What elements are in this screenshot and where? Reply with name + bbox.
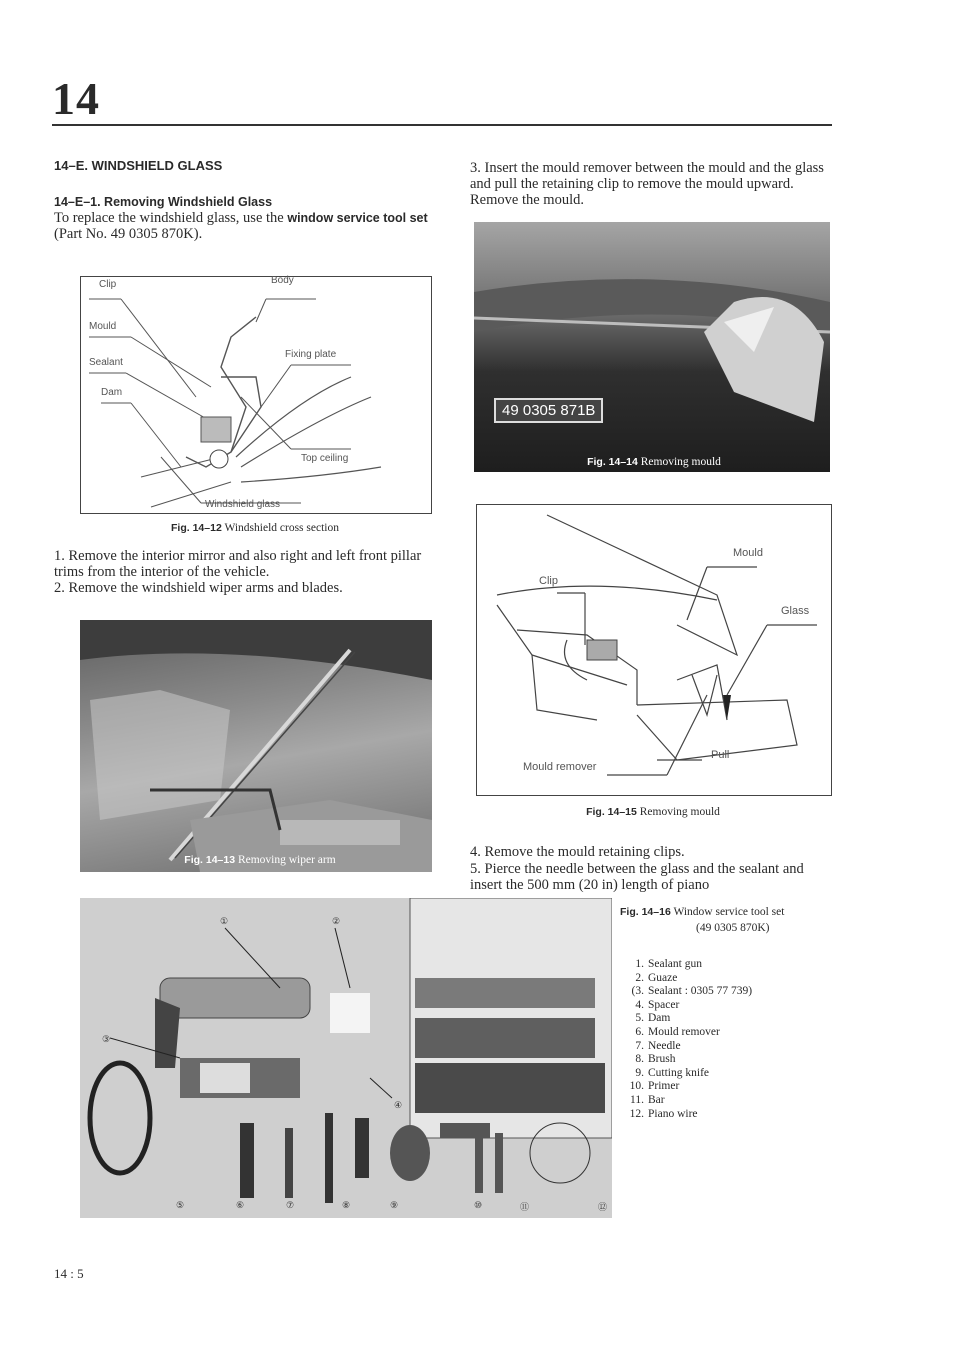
label-dam: Dam	[101, 387, 123, 398]
label-body: Body	[271, 275, 294, 286]
mould-removal-photo-drawing	[474, 222, 830, 472]
tool-item: 7. Needle	[635, 1039, 681, 1052]
marker-9: ⑨	[390, 1200, 399, 1210]
tool-set-photo-drawing	[80, 898, 612, 1218]
label-sealant: Sealant	[89, 357, 123, 368]
label-mould-remover: Mould remover	[523, 761, 597, 773]
intro-suffix: (Part No. 49 0305 870K).	[54, 226, 203, 242]
marker-8: ⑧	[342, 1200, 351, 1210]
section-heading: 14–E. WINDSHIELD GLASS	[54, 158, 223, 173]
marker-4: ④	[394, 1100, 403, 1110]
fig-14-label: Fig. 14–14	[587, 456, 638, 468]
tool-item: 1. Sealant gun	[635, 958, 702, 970]
fig-13-photo	[80, 620, 432, 872]
intro-bold: window service tool set	[287, 211, 428, 225]
step-2: 2. Remove the windshield wiper arms and blades.	[54, 580, 343, 596]
mould-removal-drawing	[477, 505, 831, 795]
fig-16-caption-text: Window service tool set	[673, 906, 785, 918]
fig-16-label: Fig. 14–16	[620, 906, 671, 918]
fig-16-caption	[620, 906, 832, 934]
fig-13-label: Fig. 14–13	[184, 854, 236, 866]
marker-7: ⑦	[286, 1200, 295, 1210]
tool-item: 2. Guaze	[635, 971, 678, 984]
tool-item: 10. Primer	[629, 1080, 680, 1093]
step-3: 3. Insert the mould remover between the mould and the glass and pull the retaining clip to remove the mould upward. Remove the mould.	[470, 160, 824, 208]
label-mould: Mould	[89, 321, 117, 332]
label-windshield-glass: Windshield glass	[205, 499, 281, 510]
label-fixing-plate: Fixing plate	[285, 349, 337, 360]
marker-10: ⑩	[474, 1200, 483, 1210]
label-pull: Pull	[711, 749, 730, 761]
fig-16-photo	[80, 898, 612, 1218]
fig-12-caption-text: Windshield cross section	[224, 522, 339, 534]
marker-3: ③	[102, 1034, 111, 1044]
intro-paragraph	[54, 210, 430, 242]
intro-prefix: To replace the windshield glass, use the	[54, 210, 284, 226]
tool-item: 11. Bar	[630, 1093, 665, 1106]
tool-item: 5. Dam	[635, 1012, 671, 1025]
wiper-arm-photo-drawing	[80, 620, 432, 872]
subsection-heading: 14–E–1. Removing Windshield Glass	[54, 195, 273, 209]
step-4: 4. Remove the mould retaining clips.	[470, 844, 685, 860]
tool-item: 9. Cutting knife	[635, 1066, 710, 1079]
page-number: 14 : 5	[54, 1266, 84, 1281]
label-top-ceiling: Top ceiling	[301, 453, 349, 464]
fig-15-caption-text: Removing mould	[639, 806, 720, 818]
label-clip: Clip	[99, 279, 117, 290]
fig-16-part-no: (49 0305 870K)	[696, 922, 770, 934]
tool-item: (3. Sealant : 0305 77 739)	[631, 985, 753, 998]
label-mould: Mould	[733, 547, 763, 559]
fig-14-caption	[534, 456, 774, 468]
tool-number-tag: 49 0305 871B	[494, 398, 603, 423]
marker-5: ⑤	[176, 1200, 185, 1210]
marker-12: ⑫	[598, 1202, 608, 1212]
fig-12-caption	[80, 522, 430, 534]
label-clip: Clip	[539, 575, 558, 587]
marker-11: ⑪	[520, 1202, 530, 1212]
fig-15-label: Fig. 14–15	[586, 806, 637, 818]
fig-12-diagram	[80, 276, 432, 514]
windshield-cross-section-drawing	[81, 277, 431, 513]
fig-12-label: Fig. 14–12	[171, 522, 222, 534]
step-5: 5. Pierce the needle between the glass and the sealant and insert the 500 mm (20 in) length of piano	[470, 861, 804, 893]
fig-15-diagram	[476, 504, 832, 796]
fig-13-caption	[140, 854, 380, 866]
tool-item: 12. Piano wire	[629, 1107, 698, 1120]
step-1: 1. Remove the interior mirror and also right and left front pillar trims from the interior of the vehicle.	[54, 548, 422, 580]
label-glass: Glass	[781, 605, 810, 617]
chapter-number: 14	[52, 73, 100, 124]
marker-6: ⑥	[236, 1200, 245, 1210]
tool-item: 6. Mould remover	[635, 1025, 720, 1038]
fig-13-caption-text: Removing wiper arm	[237, 854, 336, 866]
tool-list	[622, 958, 832, 1121]
marker-1: ①	[220, 916, 229, 926]
fig-14-photo	[474, 222, 830, 472]
tool-item: 8. Brush	[635, 1053, 676, 1066]
tool-item: 4. Spacer	[635, 998, 680, 1011]
fig-15-caption	[476, 806, 830, 818]
marker-2: ②	[332, 916, 341, 926]
fig-14-caption-text: Removing mould	[640, 456, 721, 468]
header-rule	[52, 124, 832, 126]
